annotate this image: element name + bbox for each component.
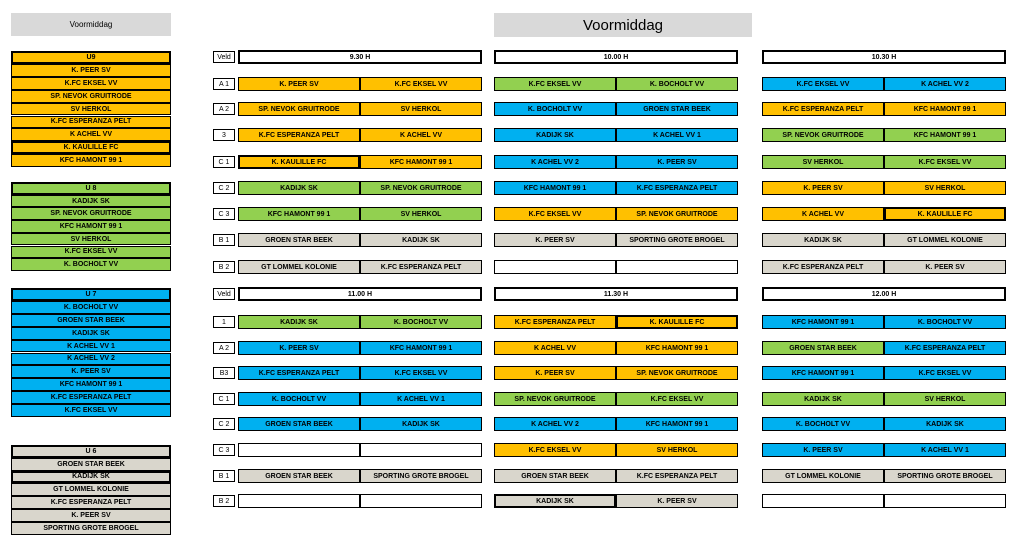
match-away-team: SP. NEVOK GRUITRODE [616,207,738,221]
match-away-team: K. BOCHOLT VV [884,315,1006,329]
match-away-team [360,443,482,457]
match-home-team: SP. NEVOK GRUITRODE [494,392,616,406]
match-home-team: K.FC EKSEL VV [494,443,616,457]
match-home-team: K. PEER SV [762,181,884,195]
field-label: C 2 [213,182,235,194]
group-team: KFC HAMONT 99 1 [11,378,171,391]
group-team: K. PEER SV [11,509,171,522]
field-label: B3 [213,367,235,379]
match-away-team: K. PEER SV [616,155,738,169]
match-home-team: KFC HAMONT 99 1 [762,315,884,329]
group-team: KFC HAMONT 99 1 [11,154,171,167]
group-team: SP. NEVOK GRUITRODE [11,90,171,103]
match-away-team: K.FC ESPERANZA PELT [616,181,738,195]
group-header: U 7 [11,288,171,301]
match-home-team: KADIJK SK [762,392,884,406]
time-slot-header: 10.30 H [762,50,1006,64]
match-home-team [762,494,884,508]
match-home-team: GROEN STAR BEEK [494,469,616,483]
group-team: GROEN STAR BEEK [11,458,171,471]
match-home-team: K.FC ESPERANZA PELT [762,102,884,116]
match-home-team: SP. NEVOK GRUITRODE [762,128,884,142]
match-away-team: SP. NEVOK GRUITRODE [360,181,482,195]
match-away-team: K ACHEL VV 1 [616,128,738,142]
match-home-team: GROEN STAR BEEK [762,341,884,355]
match-home-team: KFC HAMONT 99 1 [762,366,884,380]
time-slot-header: 11.00 H [238,287,482,301]
match-home-team: K. PEER SV [494,233,616,247]
match-away-team: KFC HAMONT 99 1 [360,155,482,169]
match-home-team: K.FC ESPERANZA PELT [762,260,884,274]
match-away-team: K.FC EKSEL VV [360,366,482,380]
match-home-team: K. PEER SV [762,443,884,457]
match-home-team: K. PEER SV [238,77,360,91]
match-away-team: SV HERKOL [360,207,482,221]
match-home-team: K. BOCHOLT VV [494,102,616,116]
match-away-team: KADIJK SK [360,417,482,431]
match-away-team: KFC HAMONT 99 1 [616,417,738,431]
match-away-team: K. BOCHOLT VV [616,77,738,91]
veld-header-label: Veld [213,51,235,63]
match-away-team: SV HERKOL [616,443,738,457]
match-home-team: GROEN STAR BEEK [238,469,360,483]
match-away-team: K. PEER SV [616,494,738,508]
group-header: U 6 [11,445,171,458]
match-away-team: K. KAULILLE FC [884,207,1006,221]
match-away-team: KFC HAMONT 99 1 [616,341,738,355]
match-home-team: KADIJK SK [238,181,360,195]
match-away-team: KADIJK SK [884,417,1006,431]
group-header: U 8 [11,182,171,195]
match-home-team: SV HERKOL [762,155,884,169]
field-label: A 2 [213,342,235,354]
match-home-team [238,494,360,508]
group-team: K.FC EKSEL VV [11,246,171,259]
group-team: K.FC EKSEL VV [11,77,171,90]
match-home-team: K ACHEL VV [494,341,616,355]
match-away-team: K ACHEL VV 1 [360,392,482,406]
match-away-team: K.FC ESPERANZA PELT [360,260,482,274]
match-home-team: SP. NEVOK GRUITRODE [238,102,360,116]
match-home-team [494,260,616,274]
match-away-team: SPORTING GROTE BROGEL [884,469,1006,483]
page-title: Voormiddag [494,13,752,37]
group-team: KFC HAMONT 99 1 [11,220,171,233]
group-team: K. PEER SV [11,64,171,77]
match-away-team: KFC HAMONT 99 1 [360,341,482,355]
group-team: SV HERKOL [11,233,171,246]
match-home-team: GT LOMMEL KOLONIE [238,260,360,274]
time-slot-header: 9.30 H [238,50,482,64]
group-team: SV HERKOL [11,103,171,116]
field-label: 3 [213,129,235,141]
match-away-team [360,494,482,508]
match-home-team: K ACHEL VV 2 [494,155,616,169]
match-home-team: KADIJK SK [494,128,616,142]
match-away-team: GT LOMMEL KOLONIE [884,233,1006,247]
group-team: K ACHEL VV 2 [11,353,171,366]
field-label: B 1 [213,234,235,246]
time-slot-header: 10.00 H [494,50,738,64]
match-home-team: KFC HAMONT 99 1 [238,207,360,221]
match-home-team: K.FC EKSEL VV [762,77,884,91]
group-team: K. BOCHOLT VV [11,258,171,271]
field-label: A 1 [213,78,235,90]
match-home-team: K. BOCHOLT VV [762,417,884,431]
group-team: K. PEER SV [11,365,171,378]
group-team: SPORTING GROTE BROGEL [11,522,171,535]
group-team: KADIJK SK [11,195,171,208]
field-label: B 2 [213,261,235,273]
group-team: K. KAULILLE FC [11,141,171,154]
field-label: B 2 [213,495,235,507]
match-away-team: K.FC ESPERANZA PELT [884,341,1006,355]
group-team: K ACHEL VV [11,128,171,141]
group-team: K.FC ESPERANZA PELT [11,391,171,404]
match-away-team: SV HERKOL [884,181,1006,195]
field-label: C 3 [213,208,235,220]
group-team: K.FC ESPERANZA PELT [11,116,171,129]
match-home-team: K.FC EKSEL VV [494,77,616,91]
match-away-team: K ACHEL VV 1 [884,443,1006,457]
match-home-team: KADIJK SK [494,494,616,508]
field-label: C 2 [213,418,235,430]
match-home-team: GROEN STAR BEEK [238,417,360,431]
match-away-team: K. KAULILLE FC [616,315,738,329]
time-slot-header: 12.00 H [762,287,1006,301]
match-away-team: K.FC ESPERANZA PELT [616,469,738,483]
group-team: KADIJK SK [11,327,171,340]
match-away-team: KADIJK SK [360,233,482,247]
match-away-team [884,494,1006,508]
match-away-team: SPORTING GROTE BROGEL [616,233,738,247]
match-away-team: SV HERKOL [884,392,1006,406]
match-home-team: K.FC ESPERANZA PELT [494,315,616,329]
group-team: K.FC ESPERANZA PELT [11,496,171,509]
match-home-team: K.FC ESPERANZA PELT [238,128,360,142]
match-away-team: K ACHEL VV 2 [884,77,1006,91]
match-away-team: SV HERKOL [360,102,482,116]
match-away-team: SPORTING GROTE BROGEL [360,469,482,483]
field-label: C 3 [213,444,235,456]
match-home-team: KADIJK SK [762,233,884,247]
match-away-team: K.FC EKSEL VV [616,392,738,406]
match-away-team: KFC HAMONT 99 1 [884,102,1006,116]
group-team: GT LOMMEL KOLONIE [11,483,171,496]
group-team: GROEN STAR BEEK [11,314,171,327]
field-label: 1 [213,316,235,328]
group-team: K.FC EKSEL VV [11,404,171,417]
group-team: SP. NEVOK GRUITRODE [11,207,171,220]
group-header: U9 [11,51,171,64]
match-home-team [238,443,360,457]
group-team: K ACHEL VV 1 [11,340,171,353]
match-home-team: K. BOCHOLT VV [238,392,360,406]
match-away-team: KFC HAMONT 99 1 [884,128,1006,142]
match-home-team: K. PEER SV [494,366,616,380]
match-away-team: K.FC EKSEL VV [360,77,482,91]
match-away-team: K. BOCHOLT VV [360,315,482,329]
field-label: B 1 [213,470,235,482]
match-away-team: K. PEER SV [884,260,1006,274]
match-away-team: GROEN STAR BEEK [616,102,738,116]
match-home-team: K.FC ESPERANZA PELT [238,366,360,380]
match-away-team: SP. NEVOK GRUITRODE [616,366,738,380]
match-home-team: KFC HAMONT 99 1 [494,181,616,195]
field-label: C 1 [213,156,235,168]
match-away-team: K.FC EKSEL VV [884,366,1006,380]
left-title: Voormiddag [11,13,171,36]
group-team: K. BOCHOLT VV [11,301,171,314]
match-away-team: K ACHEL VV [360,128,482,142]
match-home-team: KADIJK SK [238,315,360,329]
match-home-team: GROEN STAR BEEK [238,233,360,247]
match-away-team: K.FC EKSEL VV [884,155,1006,169]
match-home-team: K.FC EKSEL VV [494,207,616,221]
match-home-team: GT LOMMEL KOLONIE [762,469,884,483]
match-home-team: K. KAULILLE FC [238,155,360,169]
match-home-team: K. PEER SV [238,341,360,355]
match-away-team [616,260,738,274]
veld-header-label: Veld [213,288,235,300]
field-label: C 1 [213,393,235,405]
group-team: KADIJK SK [11,471,171,484]
field-label: A 2 [213,103,235,115]
time-slot-header: 11.30 H [494,287,738,301]
match-home-team: K ACHEL VV [762,207,884,221]
match-home-team: K ACHEL VV 2 [494,417,616,431]
